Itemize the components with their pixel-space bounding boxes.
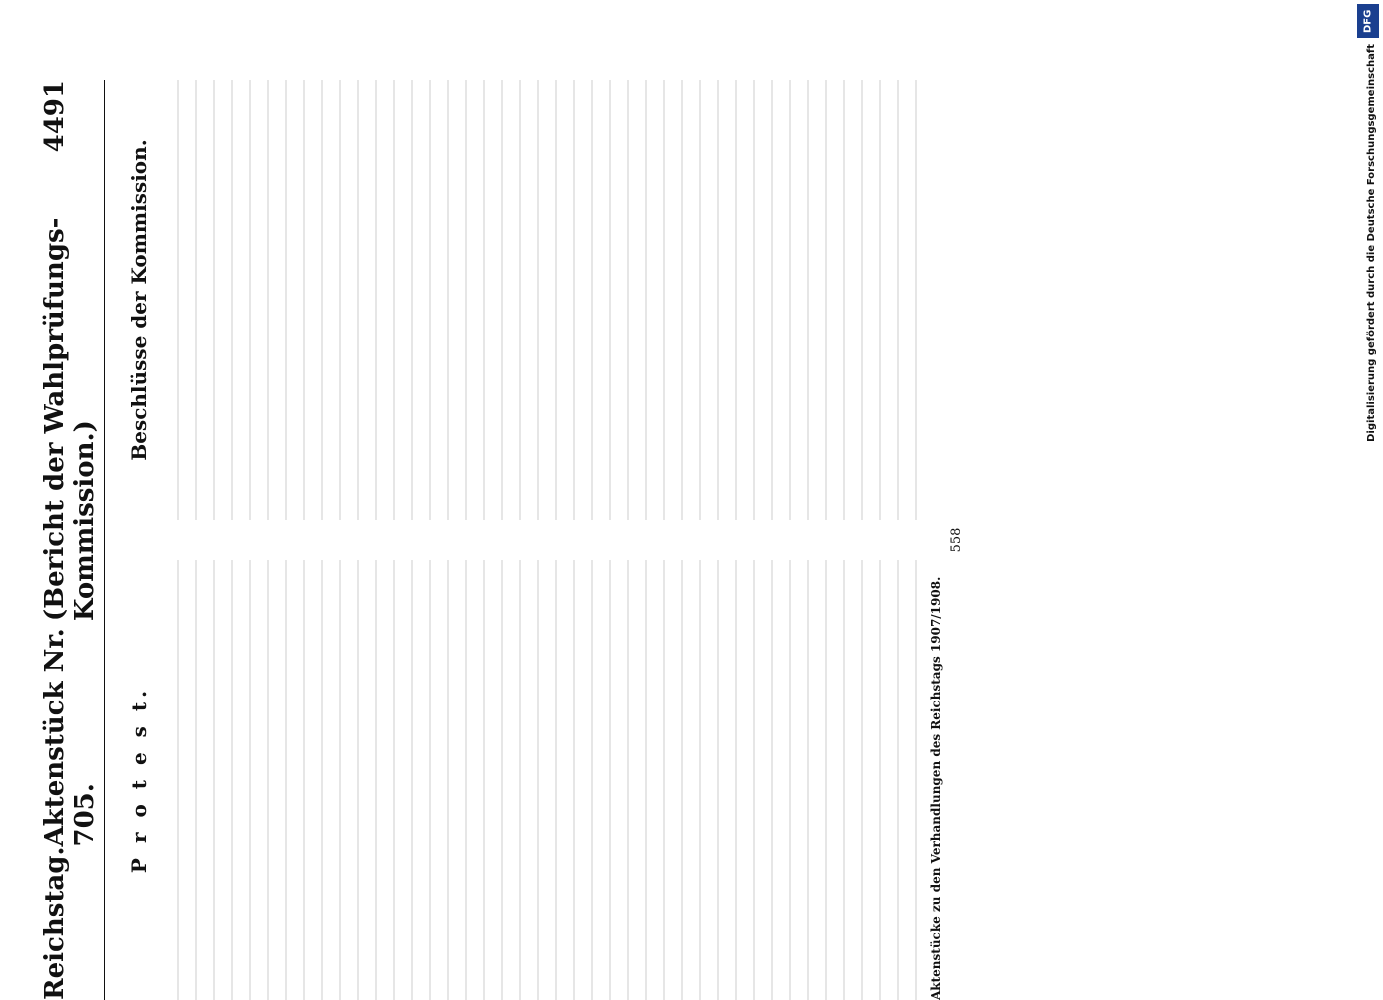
sidebar bbox=[1353, 0, 1383, 1000]
document-page bbox=[40, 80, 1340, 1000]
left-column bbox=[121, 560, 921, 1000]
dfg-logo: DFG bbox=[1357, 4, 1379, 38]
right-column-body bbox=[161, 80, 921, 520]
header-center: Aktenstück Nr. 705. bbox=[40, 628, 100, 847]
footer-center: 558 bbox=[949, 527, 964, 553]
columns bbox=[121, 80, 921, 1000]
left-column-body bbox=[161, 560, 921, 1000]
left-column-title: P r o t e s t. bbox=[127, 686, 151, 874]
running-head bbox=[40, 80, 105, 1000]
right-column bbox=[121, 80, 921, 520]
footer-left: Aktenstücke zu den Verhandlungen des Reichstags 1907/1908. bbox=[929, 576, 943, 1000]
page-number: 4491 bbox=[40, 80, 70, 153]
right-column-title: Beschlüsse der Kommission. bbox=[127, 139, 151, 461]
header-left: Reichstag. bbox=[40, 846, 70, 1000]
digitization-credit: Digitalisierung gefördert durch die Deutsche Forschungsgemeinschaft bbox=[1366, 44, 1377, 442]
header-subtitle: (Bericht der Wahlprüfungs-Kommission.) bbox=[40, 217, 100, 622]
